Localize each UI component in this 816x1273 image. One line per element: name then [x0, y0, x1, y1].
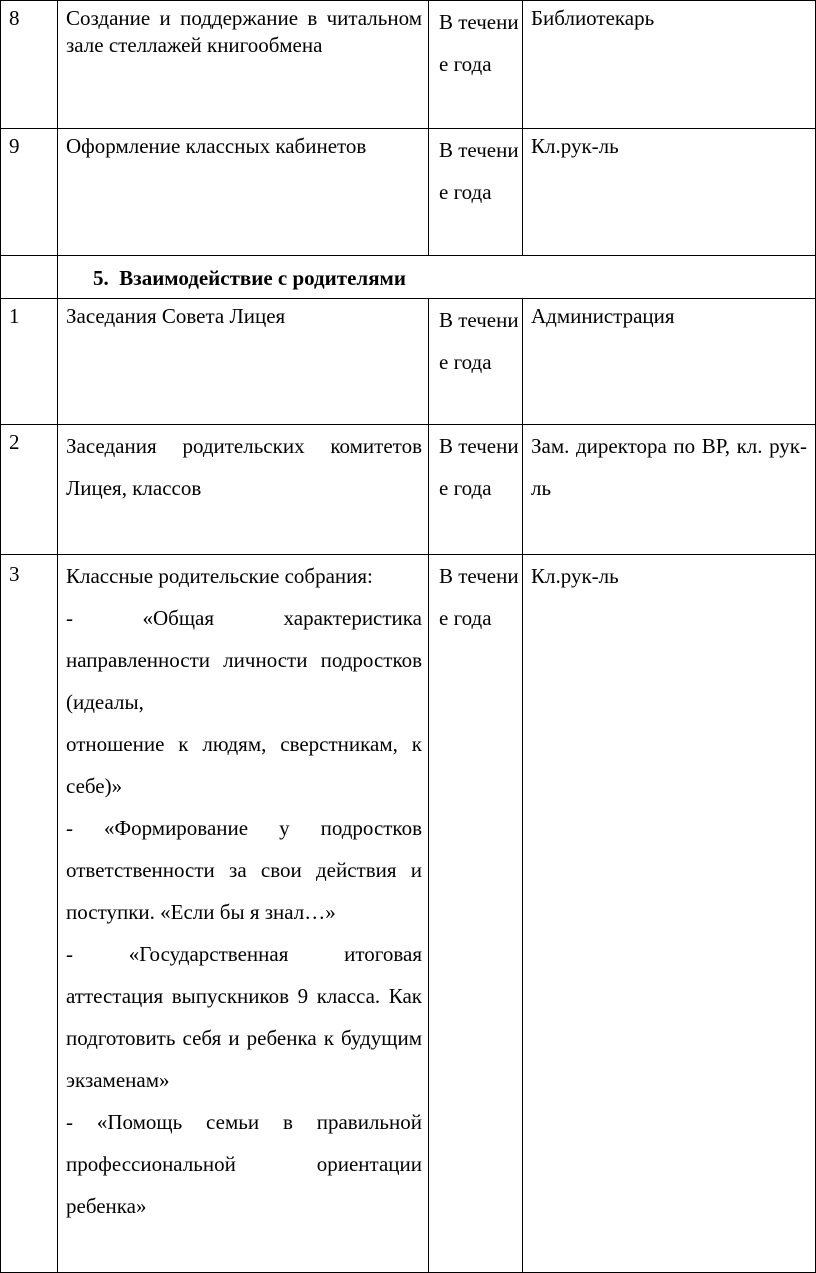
- activity-cell: Заседания родительских комитетов Лицея, классов: [58, 425, 429, 555]
- term-text: В течени е года: [439, 308, 519, 374]
- responsible-cell: Зам. директора по ВР, кл. рук-ль: [523, 425, 816, 555]
- term-text: В течени е года: [439, 138, 519, 204]
- activity-cell: Заседания Совета Лицея: [58, 299, 429, 425]
- term-cell: [429, 555, 523, 1273]
- activity-line: - «Государственная итоговая аттестация выпускников 9 класса. Как подготовить себя и ребенка к будущим экзаменам»: [66, 942, 422, 1092]
- activity-cell: Создание и поддержание в читальном зале стеллажей книгообмена: [58, 1, 429, 129]
- activity-line: - «Помощь семьи в правильной профессиональной ориентации ребенка»: [66, 1110, 422, 1218]
- activity-line: - «Общая характеристика направленности личности подростков (идеалы,: [66, 606, 422, 714]
- table-row: [1, 1, 816, 129]
- section-title: [58, 256, 816, 299]
- table-row: [1, 129, 816, 256]
- term-text: В течени е года: [439, 564, 519, 630]
- section-empty-cell: [1, 256, 58, 299]
- activity-cell: Оформление классных кабинетов: [58, 129, 429, 256]
- activity-line: Классные родительские собрания:: [66, 564, 373, 588]
- term-cell: [429, 129, 523, 256]
- row-number: 8: [1, 1, 58, 129]
- row-number: 1: [1, 299, 58, 425]
- term-cell: [429, 299, 523, 425]
- section-header-row: [1, 256, 816, 299]
- row-number: 9: [1, 129, 58, 256]
- activity-line: - «Формирование у подростков ответственности за свои действия и поступки. «Если бы я знал…»: [66, 816, 422, 924]
- term-cell: [429, 425, 523, 555]
- responsible-cell: Кл.рук-ль: [523, 555, 816, 1273]
- activity-line: отношение к людям, сверстникам, к себе)»: [66, 732, 422, 798]
- section-number: 5.: [93, 266, 109, 290]
- section-title-text: Взаимодействие с родителями: [119, 266, 406, 290]
- table-row: [1, 425, 816, 555]
- row-number: 3: [1, 555, 58, 1273]
- term-text: В течени е года: [439, 434, 519, 500]
- responsible-cell: Кл.рук-ль: [523, 129, 816, 256]
- term-cell: [429, 1, 523, 129]
- responsible-cell: Библиотекарь: [523, 1, 816, 129]
- activity-cell: [58, 555, 429, 1273]
- responsible-cell: Администрация: [523, 299, 816, 425]
- table-row: [1, 555, 816, 1273]
- table-row: [1, 299, 816, 425]
- row-number: 2: [1, 425, 58, 555]
- term-text: В течени е года: [439, 10, 519, 76]
